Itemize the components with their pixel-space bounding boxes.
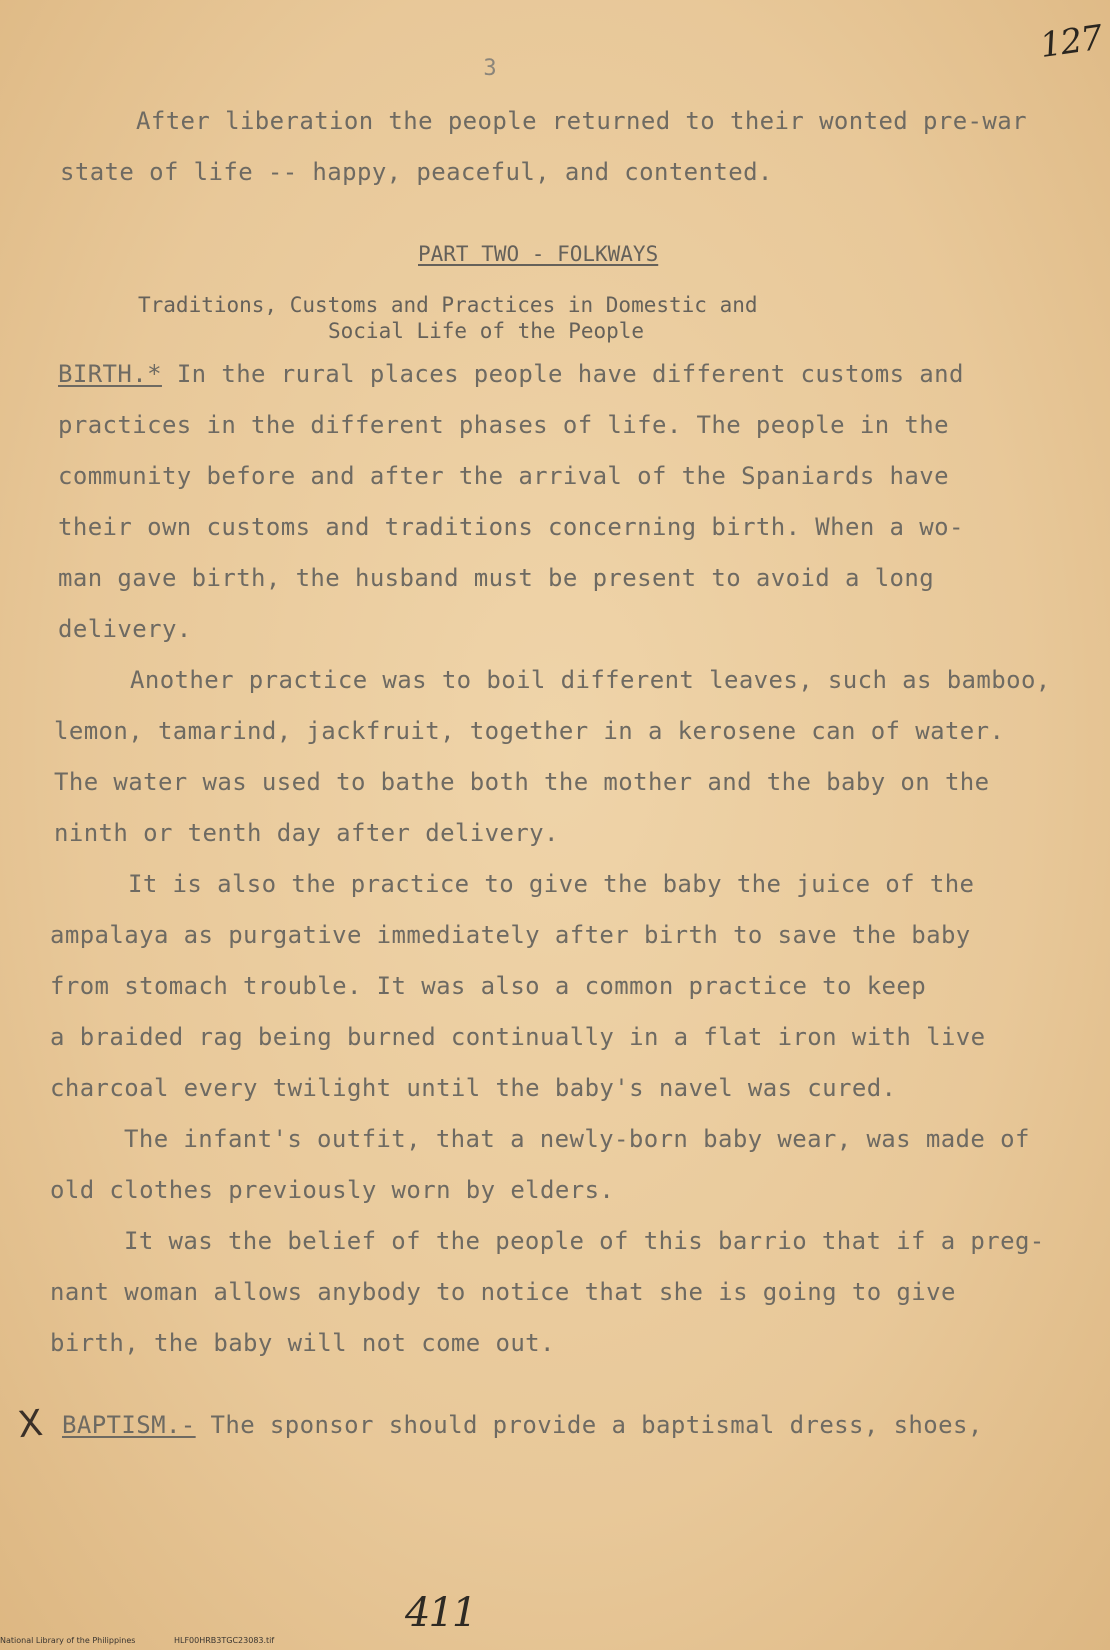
handwritten-x-mark: X <box>15 1402 45 1447</box>
handwritten-page-number: 411 <box>405 1590 476 1636</box>
leaves-line: ninth or tenth day after delivery. <box>54 819 559 847</box>
birth-line: practices in the different phases of life. The people in the <box>58 411 949 439</box>
footer-file: HLF00HRB3TGC23083.tif <box>173 1636 275 1645</box>
outfit-line: old clothes previously worn by elders. <box>50 1176 615 1204</box>
ampalaya-line: ampalaya as purgative immediately after birth to save the baby <box>50 921 971 949</box>
intro-line: After liberation the people returned to their wonted pre-war <box>136 107 1027 135</box>
page-number: 3 <box>483 56 497 81</box>
ampalaya-line: It is also the practice to give the baby the juice of the <box>128 870 975 898</box>
intro-line: state of life -- happy, peaceful, and contented. <box>60 158 773 186</box>
birth-first-line <box>58 359 964 389</box>
leaves-line: The water was used to bathe both the mother and the baby on the <box>54 768 990 796</box>
birth-line: their own customs and traditions concerning birth. When a wo- <box>58 513 964 541</box>
birth-first-text: In the rural places people have different customs and <box>176 360 964 388</box>
birth-label: BIRTH.* <box>58 360 162 388</box>
birth-line: community before and after the arrival of the Spaniards have <box>58 462 949 490</box>
leaves-line: Another practice was to boil different leaves, such as bamboo, <box>130 666 1051 694</box>
handwritten-folio-number: 127 <box>1037 17 1105 66</box>
birth-line: man gave birth, the husband must be present to avoid a long <box>58 564 935 592</box>
belief-line: It was the belief of the people of this barrio that if a preg- <box>124 1227 1045 1255</box>
footer-library: National Library of the Philippines <box>0 1636 136 1645</box>
birth-line: delivery. <box>58 615 192 643</box>
leaves-line: lemon, tamarind, jackfruit, together in a kerosene can of water. <box>54 717 1005 745</box>
ampalaya-line: a braided rag being burned continually in a flat iron with live <box>50 1023 986 1051</box>
baptism-label: BAPTISM.- <box>62 1411 196 1439</box>
part-title: PART TWO - FOLKWAYS <box>418 242 659 266</box>
section-title-line: Traditions, Customs and Practices in Domestic and <box>138 293 758 317</box>
scan-footer <box>0 1636 310 1645</box>
baptism-text: The sponsor should provide a baptismal dress, shoes, <box>210 1411 983 1439</box>
section-title-line: Social Life of the People <box>328 319 645 343</box>
baptism-line <box>62 1410 983 1440</box>
ampalaya-line: charcoal every twilight until the baby's navel was cured. <box>50 1074 897 1102</box>
belief-line: nant woman allows anybody to notice that she is going to give <box>50 1278 956 1306</box>
belief-line: birth, the baby will not come out. <box>50 1329 555 1357</box>
ampalaya-line: from stomach trouble. It was also a common practice to keep <box>50 972 927 1000</box>
outfit-line: The infant's outfit, that a newly-born baby wear, was made of <box>124 1125 1030 1153</box>
